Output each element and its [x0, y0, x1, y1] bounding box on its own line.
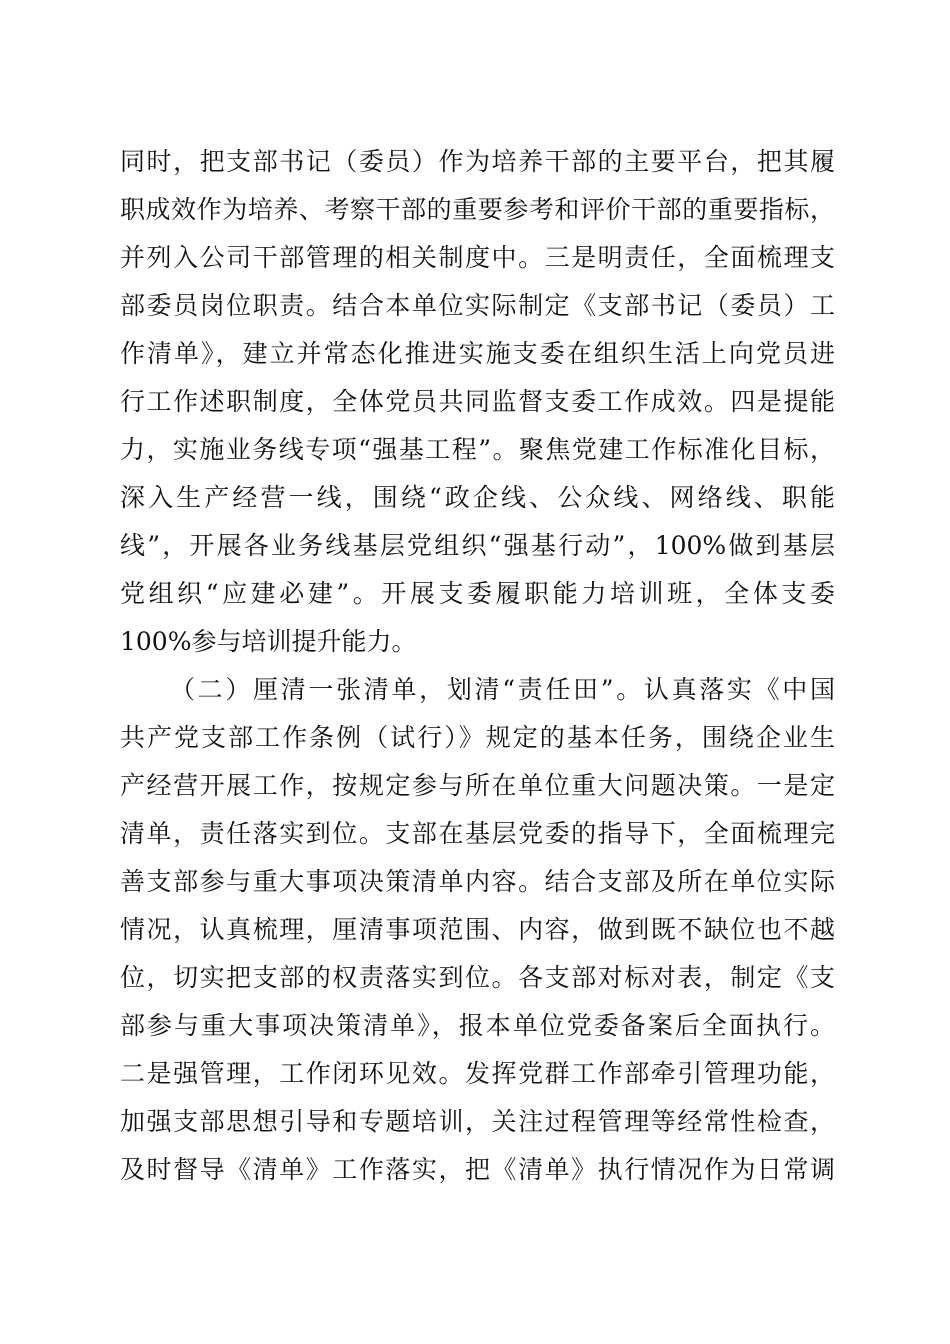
text-line: 作清单》，建立并常态化推进实施支委在组织生活上向党员进 [120, 339, 835, 368]
text-line: 同时，把支部书记（委员）作为培养干部的主要平台，把其履 [120, 147, 835, 176]
text-line: 行工作述职制度，全体党员共同监督支委工作成效。四是提能 [120, 387, 835, 416]
text-line: 职成效作为培养、考察干部的重要参考和评价干部的重要指标， [120, 195, 835, 224]
text-line: 力，实施业务线专项“强基工程”。聚焦党建工作标准化目标， [120, 435, 835, 464]
text-line: 情况，认真梳理，厘清事项范围、内容，做到既不缺位也不越 [120, 915, 835, 944]
text-line: 部委员岗位职责。结合本单位实际制定《支部书记（委员）工 [120, 291, 835, 320]
text-line: 位，切实把支部的权责落实到位。各支部对标对表，制定《支 [120, 963, 835, 992]
text-line: 深入生产经营一线，围绕“政企线、公众线、网络线、职能 [120, 483, 835, 512]
text-line: 并列入公司干部管理的相关制度中。三是明责任，全面梳理支 [120, 243, 835, 272]
text-line: 二是强管理，工作闭环见效。发挥党群工作部牵引管理功能， [120, 1059, 835, 1088]
text-line: 清单，责任落实到位。支部在基层党委的指导下，全面梳理完 [120, 819, 835, 848]
section-heading-line: （二）厘清一张清单，划清“责任田”。认真落实《中国 [170, 675, 835, 704]
text-line: 加强支部思想引导和专题培训，关注过程管理等经常性检查， [120, 1107, 835, 1136]
text-line: 部参与重大事项决策清单》，报本单位党委备案后全面执行。 [120, 1011, 835, 1040]
text-line: 100%参与培训提升能力。 [120, 627, 417, 656]
text-line: 党组织“应建必建”。开展支委履职能力培训班，全体支委 [120, 579, 835, 608]
text-line: 产经营开展工作，按规定参与所在单位重大问题决策。一是定 [120, 771, 835, 800]
text-line: 共产党支部工作条例（试行）》规定的基本任务，围绕企业生 [120, 723, 835, 752]
text-line: 善支部参与重大事项决策清单内容。结合支部及所在单位实际 [120, 867, 835, 896]
text-line: 线”，开展各业务线基层党组织“强基行动”，100%做到基层 [120, 531, 835, 560]
text-line: 及时督导《清单》工作落实，把《清单》执行情况作为日常调 [120, 1155, 835, 1184]
